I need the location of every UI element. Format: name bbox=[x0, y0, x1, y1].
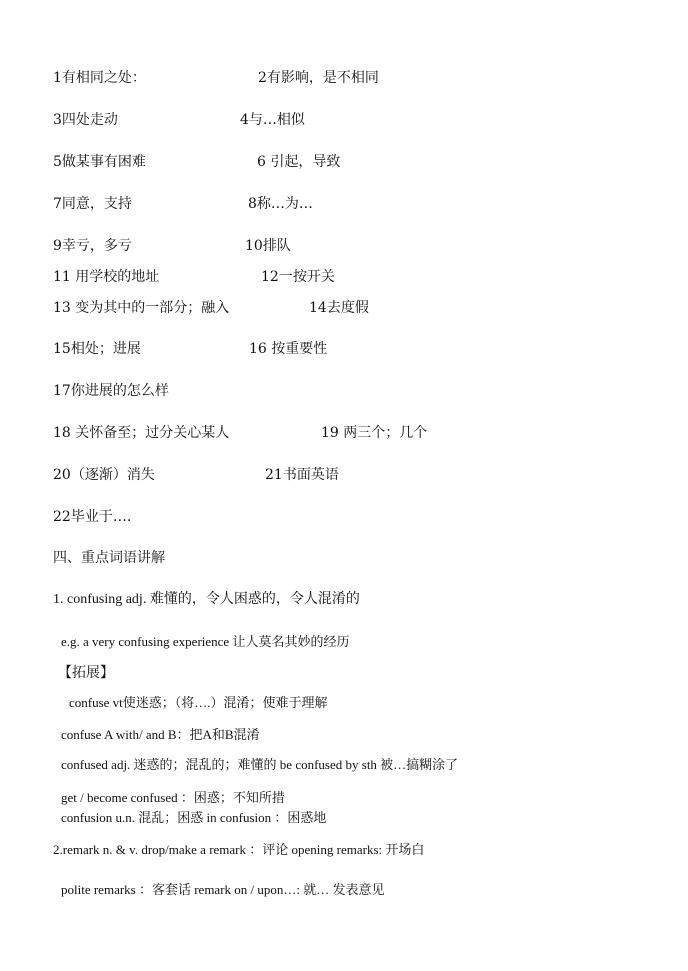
phrase-row bbox=[53, 153, 341, 171]
phrase-item: 13 变为其中的一部分；融入 bbox=[53, 300, 230, 316]
entry-confusing-heading: 1. confusing adj. 难懂的，令人困惑的，令人混淆的 bbox=[53, 592, 360, 607]
phrase-row bbox=[53, 268, 335, 286]
phrase-item: 21书面英语 bbox=[265, 467, 339, 483]
phrase-item: 2有影响，是不相同 bbox=[258, 70, 379, 86]
phrase-item: 22毕业于…. bbox=[53, 509, 132, 525]
phrase-item: 19 两三个；几个 bbox=[321, 425, 428, 441]
phrase-row bbox=[53, 111, 305, 129]
phrase-item: 14去度假 bbox=[309, 300, 369, 316]
phrase-item: 4与…相似 bbox=[240, 112, 305, 128]
phrase-item: 17你进展的怎么样 bbox=[53, 383, 169, 399]
phrase-item: 11 用学校的地址 bbox=[53, 269, 160, 285]
entry-detail-line: get / become confused ：困惑；不知所措 bbox=[61, 790, 285, 805]
entry-detail-line: confusion u.n. 混乱；困惑 in confusion ：困惑地 bbox=[61, 810, 327, 825]
phrase-item: 15相处；进展 bbox=[53, 341, 141, 357]
phrase-item: 7同意，支持 bbox=[53, 196, 132, 212]
phrase-item: 3四处走动 bbox=[53, 112, 118, 128]
phrase-row bbox=[53, 466, 339, 484]
section-title: 四、重点词语讲解 bbox=[53, 550, 165, 566]
phrase-row bbox=[53, 299, 369, 317]
entry-detail-line: polite remarks ：客套话 remark on / upon…: 就… 发表意见 bbox=[61, 882, 385, 897]
phrase-item: 1有相同之处： bbox=[53, 70, 146, 86]
entry-detail-line: confuse vt使迷惑；（将….）混淆；使难于理解 bbox=[69, 695, 328, 710]
entry-detail-line: confuse A with/ and B：把A和B混淆 bbox=[61, 727, 260, 742]
phrase-item: 8称…为… bbox=[248, 196, 313, 212]
phrase-item: 18 关怀备至；过分关心某人 bbox=[53, 425, 230, 441]
phrase-item: 6 引起，导致 bbox=[257, 154, 341, 170]
phrase-row bbox=[53, 424, 428, 442]
phrase-row bbox=[53, 69, 379, 87]
phrase-item: 5做某事有困难 bbox=[53, 154, 146, 170]
entry-detail-line: confused adj. 迷惑的；混乱的；难懂的 be confused by sth 被…搞糊涂了 bbox=[61, 757, 459, 772]
phrase-row bbox=[53, 340, 328, 358]
phrase-row bbox=[53, 382, 169, 400]
entry-remark-heading: 2.remark n. & v. drop/make a remark ：评论 opening remarks: 开场白 bbox=[53, 842, 425, 857]
phrase-item: 10排队 bbox=[245, 238, 291, 254]
phrase-item: 9幸亏，多亏 bbox=[53, 238, 132, 254]
phrase-item: 20（逐渐）消失 bbox=[53, 467, 155, 483]
expand-label: 【拓展】 bbox=[58, 665, 114, 681]
phrase-row bbox=[53, 237, 291, 255]
phrase-item: 12一按开关 bbox=[261, 269, 335, 285]
phrase-row bbox=[53, 195, 313, 213]
phrase-row bbox=[53, 508, 131, 526]
phrase-item: 16 按重要性 bbox=[249, 341, 328, 357]
entry-example: e.g. a very confusing experience 让人莫名其妙的经历 bbox=[61, 634, 350, 649]
